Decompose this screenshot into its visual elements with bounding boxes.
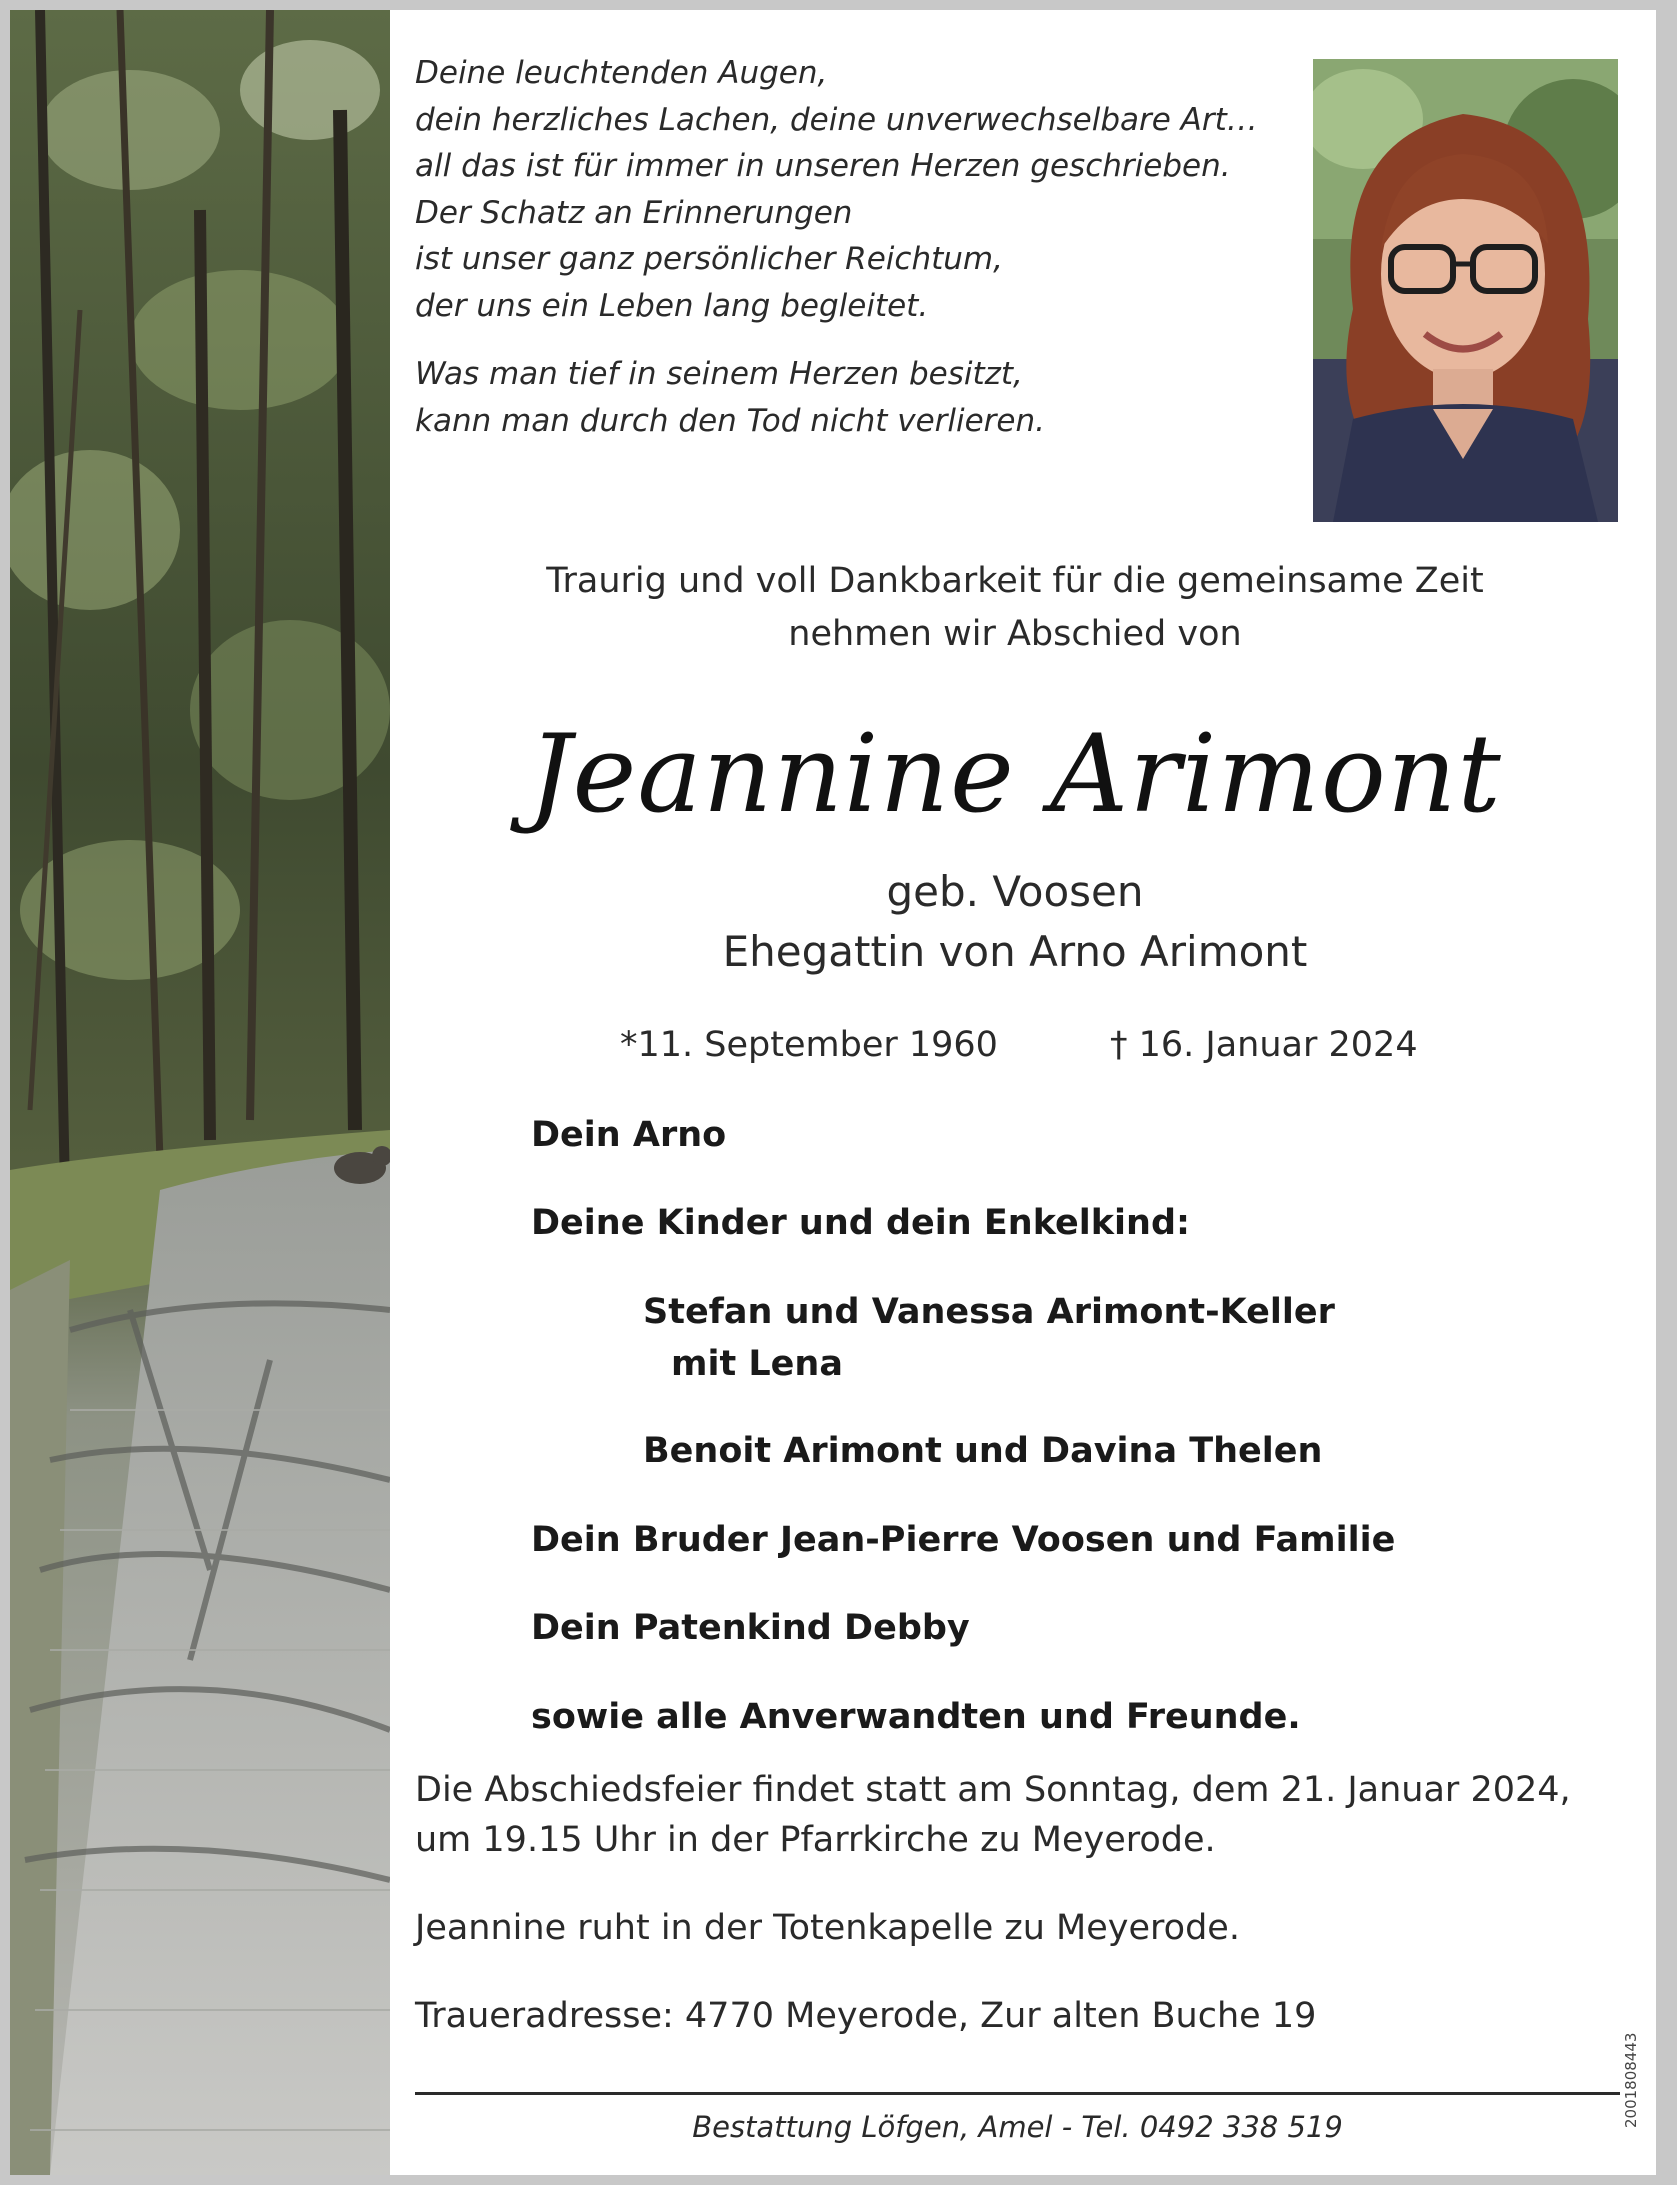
service-info: [415, 1765, 1625, 2079]
mourner-line: Dein Bruder Jean-Pierre Voosen und Familie: [531, 1520, 1396, 1560]
mourner-line: mit Lena: [671, 1344, 843, 1384]
mourner-line: Stefan und Vanessa Arimont-Keller: [643, 1292, 1335, 1332]
poem-line: Deine leuchtenden Augen,: [415, 55, 828, 91]
poem-line: all das ist für immer in unseren Herzen geschrieben.: [415, 148, 1231, 184]
intro-line: Traurig und voll Dankbarkeit für die gemeinsame Zeit: [546, 561, 1484, 601]
mourner-line: Dein Arno: [531, 1115, 727, 1155]
obituary-page: [10, 10, 1656, 2175]
reference-number: 2001808443: [1622, 2032, 1640, 2128]
mourner-line: Deine Kinder und dein Enkelkind:: [531, 1203, 1191, 1243]
poem-line: dein herzliches Lachen, deine unverwechselbare Art…: [415, 101, 1258, 138]
funeral-home: Bestattung Löfgen, Amel - Tel. 0492 338 519: [692, 2110, 1343, 2144]
death-date: † 16. Januar 2024: [1110, 1025, 1418, 1065]
poem-line: der uns ein Leben lang begleitet.: [415, 287, 929, 324]
spouse-line: Ehegattin von Arno Arimont: [722, 927, 1308, 976]
ceremony-line: um 19.15 Uhr in der Pfarrkirche zu Meyerode.: [415, 1820, 1216, 1860]
ceremony-line: Die Abschiedsfeier findet statt am Sonntag, dem 21. Januar 2024,: [415, 1770, 1571, 1810]
mourner-line: sowie alle Anverwandten und Freunde.: [531, 1697, 1301, 1737]
intro-line: nehmen wir Abschied von: [788, 614, 1242, 654]
footer-divider: [415, 2092, 1620, 2095]
poem-line: kann man durch den Tod nicht verlieren.: [415, 402, 1046, 439]
mourner-line: Dein Patenkind Debby: [531, 1608, 970, 1648]
deceased-name: Jeannine Arimont: [528, 712, 1502, 837]
poem-line: Der Schatz an Erinnerungen: [415, 194, 853, 231]
rest-location: Jeannine ruht in der Totenkapelle zu Meyerode.: [415, 1908, 1240, 1948]
mourning-address: Traueradresse: 4770 Meyerode, Zur alten Buche 19: [415, 1996, 1317, 2036]
mourner-line: Benoit Arimont und Davina Thelen: [643, 1431, 1323, 1471]
birth-date: *11. September 1960: [620, 1025, 998, 1065]
ceremony-text: [415, 1765, 1625, 1865]
poem-line: ist unser ganz persönlicher Reichtum,: [415, 241, 1003, 277]
birth-name: geb. Voosen: [886, 867, 1144, 916]
poem-line: Was man tief in seinem Herzen besitzt,: [415, 356, 1023, 392]
obituary-content: [10, 10, 1656, 2175]
